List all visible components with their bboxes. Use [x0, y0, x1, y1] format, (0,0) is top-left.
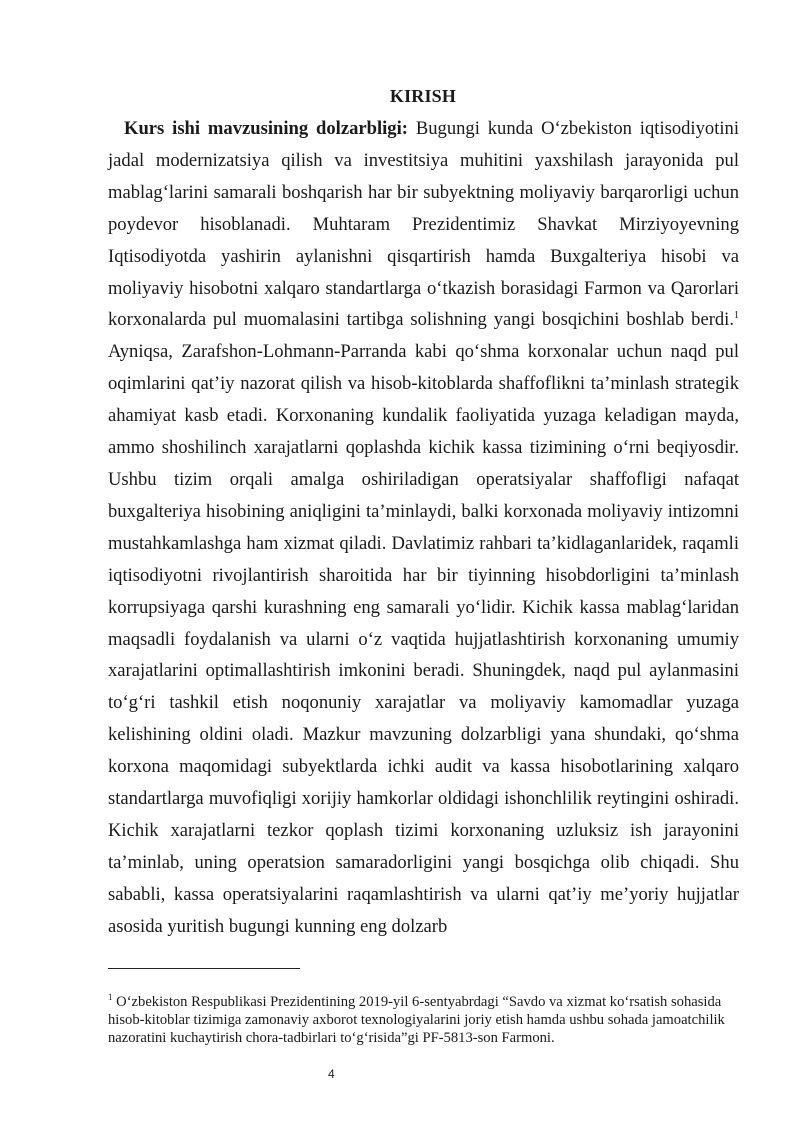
paragraph-text-part1: Bugungi kunda O‘zbekiston iqtisodiyotini jadal modernizatsiya qilish va investitsiya muhitini yaxshilash jarayonida pul mablag‘larini samarali boshqarish har bir subyektning moliyaviy barqarorligi uchun poydevor hisoblanadi. Muhtaram Prezidentimiz Shavkat Mirziyoyevning Iqtisodiyotda yashirin aylanishni qisqartirish hamda Buxgalteriya hisobi va moliyaviy hisobotni xalqaro standartlarga o‘tkazish borasidagi Farmon va Qarorlari korxonalarda pul muomalasini tartibga solishning yangi bosqichini boshlab berdi. — [108, 118, 739, 331]
page-number: 4 — [328, 1067, 335, 1081]
footnote-number: 1 — [108, 992, 113, 1003]
lead-phrase: Kurs ishi mavzusining dolzarbligi: — [124, 118, 408, 139]
footnote-separator — [108, 968, 300, 969]
footnote — [108, 993, 748, 1047]
paragraph-text-part2: Ayniqsa, Zarafshon-Lohmann-Parranda kabi qo‘shma korxonalar uchun naqd pul oqimlarini qat’iy nazorat qilish va hisob-kitoblarda shaffoflikni ta’minlash strategik ahamiyat kasb etadi. Korxonaning kundalik faoliyatida yuzaga keladigan mayda, ammo shoshilinch xarajatlarni qoplashda kichik kassa tizimining o‘rni beqiyosdir. Ushbu tizim orqali amalga oshiriladigan operatsiyalar shaffofligi nafaqat buxgalteriya hisobining aniqligini ta’minlaydi, balki korxonada moliyaviy intizomni mustahkamlashga ham xizmat qiladi. Davlatimiz rahbari ta’kidlaganlaridek, raqamli iqtisodiyotni rivojlantirish sharoitida har bir tiyinning hisobdorligini ta’minlash korrupsiyaga qarshi kurashning eng samarali yo‘lidir. Kichik kassa mablag‘laridan maqsadli foydalanish va ularni o‘z vaqtida hujjatlashtirish korxonaning umumiy xarajatlarini optimallashtirish imkonini beradi. Shuningdek, naqd pul aylanmasini to‘g‘ri tashkil etish noqonuniy xarajatlar va moliyaviy kamomadlar yuzaga kelishining oldini oladi. Mazkur mavzuning dolzarbligi yana shundaki, qo‘shma korxona maqomidagi subyektlarda ichki audit va kassa hisobotlarining xalqaro standartlarga muvofiqligi xorijiy hamkorlar oldidagi ishonchlilik reytingini oshiradi. Kichik xarajatlarni tezkor qoplash tizimi korxonaning uzluksiz ish jarayonini ta’minlab, uning operatsion samaradorligini yangi bosqichga olib chiqadi. Shu sababli, kassa operatsiyalarini raqamlashtirish va ularni qat’iy me’yoriy hujjatlar asosida yuritish bugungi kunning eng dolzarb — [108, 341, 739, 937]
footnote-text: O‘zbekiston Respublikasi Prezidentining 2019-yil 6-sentyabrdagi “Savdo va xizmat ko‘rsatish sohasida hisob-kitoblar tizimiga zamonaviy axborot texnologiyalarini joriy etish hamda ushbu sohada jamoatchilik nazoratini kuchaytirish chora-tadbirlari to‘g‘risida”gi PF-5813-son Farmoni. — [108, 994, 725, 1046]
footnote-reference[interactable]: 1 — [734, 310, 739, 322]
section-heading: KIRISH — [389, 86, 457, 106]
body-paragraph — [108, 113, 739, 943]
